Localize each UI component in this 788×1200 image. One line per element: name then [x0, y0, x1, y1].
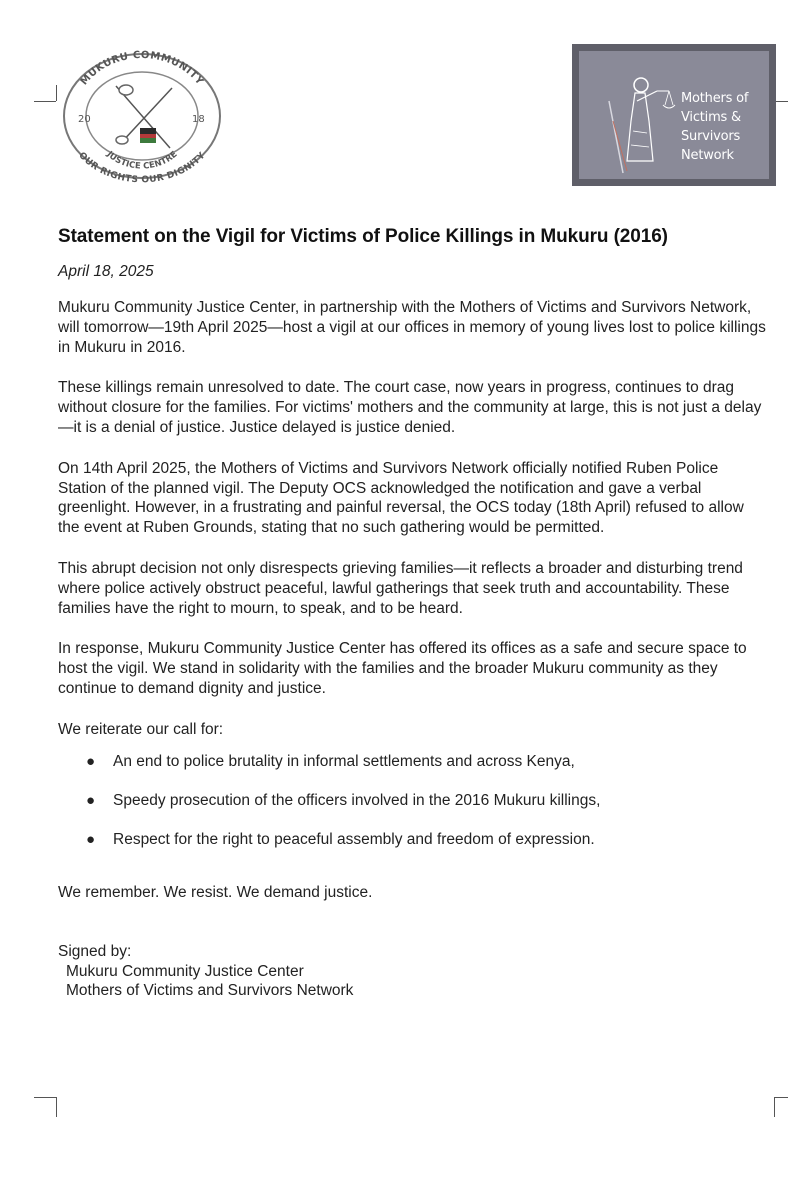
logo-year-left: 20 — [78, 114, 91, 125]
mukuru-justice-centre-logo — [58, 48, 226, 188]
bullet-icon: ● — [86, 752, 96, 770]
statement-title: Statement on the Vigil for Victims of Police Killings in Mukuru (2016) — [58, 226, 668, 247]
justice-figure-icon — [597, 61, 677, 181]
call-item — [58, 791, 766, 810]
call-list — [58, 752, 766, 849]
call-intro: We reiterate our call for: — [58, 720, 224, 738]
network-name-line-3: Survivors — [681, 129, 741, 144]
crop-mark-bottom-left — [34, 1097, 56, 1098]
logo-year-right: 18 — [192, 114, 205, 125]
network-name-line-4: Network — [681, 148, 734, 163]
paragraph-5: In response, Mukuru Community Justice Center has offered its offices as a safe and secure space to host the vigil. We stand in solidarity with the families and the broader Mukuru community as they continue to demand dignity and justice. — [58, 640, 747, 697]
crop-mark-top-left-vertical — [56, 85, 57, 101]
bullet-icon: ● — [86, 830, 96, 848]
statement-date: April 18, 2025 — [58, 263, 154, 280]
signatory-2: Mothers of Victims and Survivors Network — [66, 982, 354, 1000]
mothers-network-logo — [572, 44, 776, 186]
paragraph-1: Mukuru Community Justice Center, in partnership with the Mothers of Victims and Survivors Network, will tomorrow—19th April 2025—host a vigil at our offices in memory of young lives lost to police killings in Mukuru in 2016. — [58, 299, 766, 356]
logo-center-text: JUSTICE CENTRE — [104, 149, 180, 172]
logo-arc-top-text: MUKURU COMMUNITY — [78, 49, 206, 88]
paragraph-2: These killings remain unresolved to date. The court case, now years in progress, continues to drag without closure for the families. For victims' mothers and the community at large, this is not just a delay—it is a denial of justice. Justice delayed is justice denied. — [58, 379, 762, 436]
call-item-text: Respect for the right to peaceful assembly and freedom of expression. — [113, 830, 595, 848]
signed-label: Signed by: — [58, 943, 132, 961]
call-item-text: Speedy prosecution of the officers involved in the 2016 Mukuru killings, — [113, 791, 601, 809]
closing-line: We remember. We resist. We demand justice. — [58, 883, 373, 901]
signatory-1: Mukuru Community Justice Center — [66, 962, 304, 980]
signature-block — [58, 942, 766, 1001]
network-name-line-1: Mothers of — [681, 91, 749, 106]
network-name — [681, 89, 748, 165]
paragraph-4: This abrupt decision not only disrespects grieving families—it reflects a broader and disturbing trend where police actively obstruct peaceful, lawful gatherings that seek truth and accountability. These families have the right to mourn, to speak, and to be heard. — [58, 559, 743, 617]
crop-mark-bottom-right — [774, 1097, 788, 1098]
crop-mark-bottom-right-vertical — [774, 1097, 775, 1117]
call-item — [58, 830, 766, 849]
network-name-line-2: Victims & — [681, 110, 741, 125]
call-item-text: An end to police brutality in informal settlements and across Kenya, — [113, 752, 575, 770]
torch-emblem-icon — [116, 85, 172, 148]
crop-mark-top-left — [34, 101, 56, 102]
statement-body — [58, 226, 766, 1001]
paragraph-3: On 14th April 2025, the Mothers of Victims and Survivors Network officially notified Ruben Police Station of the planned vigil. The Deputy OCS acknowledged the notification and gave a verbal greenlight. However, in a frustrating and painful reversal, the OCS today (18th April) refused to allow the event at Ruben Grounds, stating that no such gathering would be permitted. — [58, 459, 744, 537]
svg-text:MUKURU COMMUNITY — [79, 50, 206, 88]
logo-motto-text: OUR RIGHTS OUR DIGNITY — [76, 150, 208, 186]
call-item — [58, 752, 766, 771]
crop-mark-bottom-left-vertical — [56, 1097, 57, 1117]
bullet-icon: ● — [86, 791, 96, 809]
